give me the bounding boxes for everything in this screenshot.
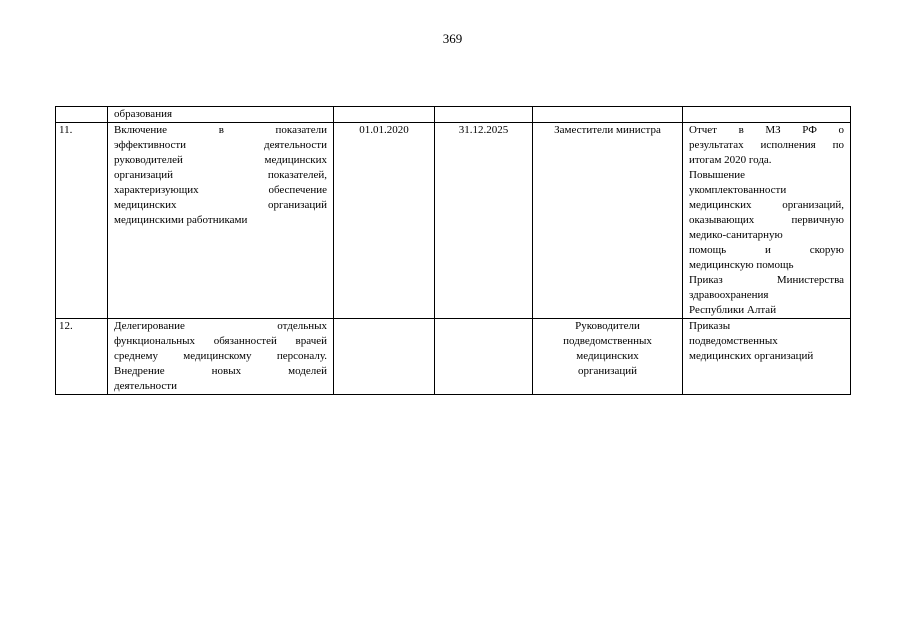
row-number-cell: 11. [56, 123, 108, 319]
end-date-cell: 31.12.2025 [435, 123, 533, 319]
start-date-cell [334, 107, 435, 123]
result-line: медико-санитарную [689, 229, 783, 241]
result-line: итогам 2020 года. [689, 154, 772, 166]
responsible-line: Руководители [575, 320, 640, 332]
result-cell [683, 123, 851, 319]
result-line: Повышение [689, 169, 746, 181]
result-line: помощь и скорую [689, 244, 844, 256]
measure-name-line: медицинских организаций [114, 199, 327, 211]
result-line: Республики Алтай [689, 304, 777, 316]
measure-name-line: функциональных обязанностей врачей [114, 335, 327, 347]
end-date-cell [435, 319, 533, 395]
row-number-cell: 12. [56, 319, 108, 395]
result-cell [683, 107, 851, 123]
measure-name-line: характеризующих обеспечение [114, 184, 327, 196]
measure-name-cell [108, 123, 334, 319]
result-line: медицинскую помощь [689, 259, 794, 271]
start-date-cell [334, 319, 435, 395]
measure-name-line: Включение в показатели [114, 124, 327, 136]
result-line: Приказы [689, 320, 731, 332]
responsible-line: медицинских [576, 350, 639, 362]
measure-name-line: эффективности деятельности [114, 139, 327, 151]
page-number: 369 [442, 31, 463, 46]
measure-name-line: образования [114, 108, 173, 120]
measure-name-line: медицинскими работниками [114, 214, 248, 226]
responsible-cell [533, 319, 683, 395]
responsible-cell [533, 107, 683, 123]
start-date-cell: 01.01.2020 [334, 123, 435, 319]
result-line: медицинских организаций [689, 350, 814, 362]
result-line: Отчет в МЗ РФ о [689, 124, 844, 136]
responsible-line: подведомственных [563, 335, 652, 347]
measure-name-cell [108, 319, 334, 395]
table-row [56, 107, 851, 123]
measure-name-line: организаций показателей, [114, 169, 327, 181]
measure-name-line: среднему медицинскому персоналу. [114, 350, 327, 362]
end-date-cell [435, 107, 533, 123]
result-line: укомплектованности [689, 184, 787, 196]
measures-table [55, 106, 851, 395]
result-line: здравоохранения [689, 289, 769, 301]
measure-name-line: Внедрение новых моделей [114, 365, 327, 377]
responsible-line: организаций [577, 365, 638, 377]
responsible-cell [533, 123, 683, 319]
responsible-line: Заместители министра [554, 124, 661, 136]
measure-name-line: Делегирование отдельных [114, 320, 327, 332]
result-line: медицинских организаций, [689, 199, 844, 211]
measure-name-line: руководителей медицинских [114, 154, 327, 166]
table-row [56, 123, 851, 319]
result-cell [683, 319, 851, 395]
measure-name-line: деятельности [114, 380, 177, 392]
table-row [56, 319, 851, 395]
result-line: Приказ Министерства [689, 274, 844, 286]
measure-name-cell [108, 107, 334, 123]
result-line: результатах исполнения по [689, 139, 844, 151]
result-line: подведомственных [689, 335, 778, 347]
result-line: оказывающих первичную [689, 214, 844, 226]
row-number-cell [56, 107, 108, 123]
